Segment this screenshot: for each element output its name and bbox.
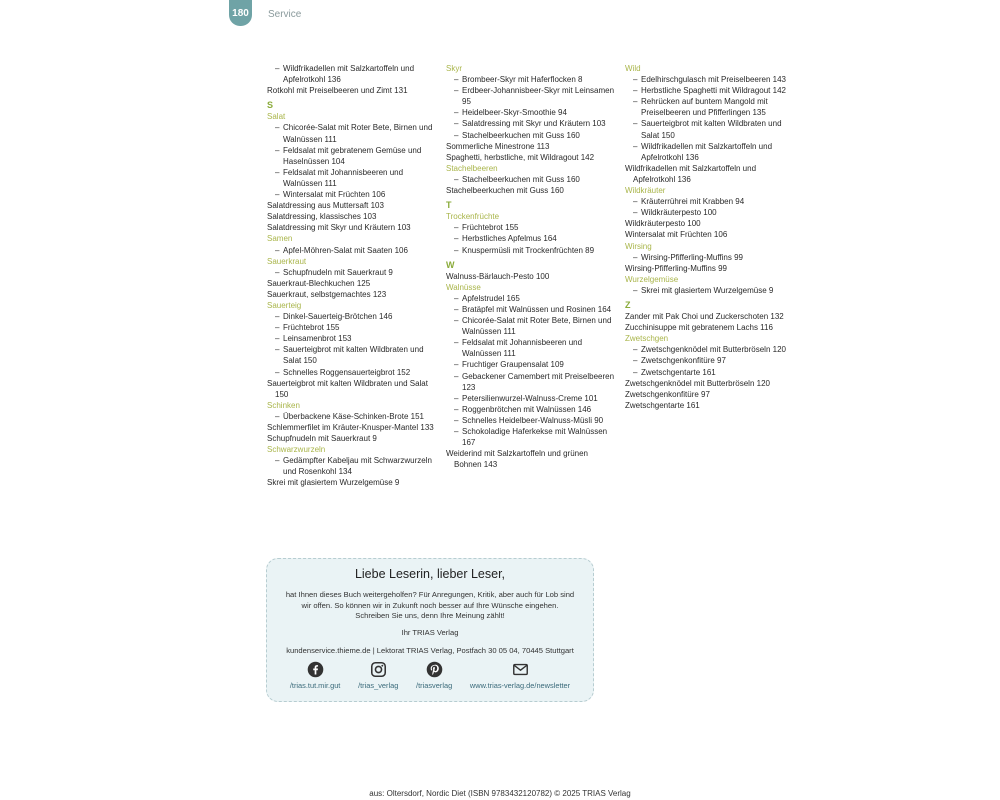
index-subentry (446, 233, 616, 244)
index-entry: Sauerteigbrot mit kalten Wildbraten und Salat 150 (267, 378, 428, 399)
dash-marker: – (633, 197, 638, 207)
index-subentry (267, 122, 437, 144)
index-subentry (625, 74, 795, 85)
index-group-heading: Wildkräuter (625, 186, 666, 196)
dash-marker: – (454, 404, 459, 414)
index-subentry-text: Schnelles Roggensauerteigbrot 152 (283, 367, 411, 377)
index-subentry (446, 315, 616, 337)
index-letter-heading: Z (625, 299, 631, 310)
dash-marker: – (454, 130, 459, 140)
instagram-handle: /trias_verlag (358, 680, 399, 690)
index-subentry (267, 333, 437, 344)
index-subentry-text: Feldsalat mit gebratenem Gemüse und Haselnüssen 104 (283, 145, 422, 166)
index-entry: Zwetschgenkonfitüre 97 (625, 389, 710, 399)
index-subentry-text: Früchtebrot 155 (462, 223, 519, 233)
index-group-heading: Schinken (267, 400, 300, 410)
index-subentry (446, 245, 616, 256)
index-subentry-text: Leinsamenbrot 153 (283, 334, 352, 344)
index-subentry (446, 337, 616, 359)
index-column-2 (446, 63, 616, 470)
instagram-link[interactable] (358, 661, 398, 690)
index-subentry (446, 426, 616, 448)
index-group-heading: Wild (625, 64, 641, 73)
dash-marker: – (633, 285, 638, 295)
index-subentry (446, 293, 616, 304)
index-subentry (625, 285, 795, 296)
index-group-heading: Salat (267, 112, 286, 122)
index-group-heading: Skyr (446, 64, 462, 73)
index-subentry-text: Rehrücken auf buntem Mangold mit Preiselbeeren und Pfifferlingen 135 (641, 97, 768, 118)
index-entry: Zwetschgenknödel mit Butterbröseln 120 (625, 378, 770, 388)
index-entry: Walnuss-Bärlauch-Pesto 100 (446, 271, 550, 281)
dash-marker: – (633, 119, 638, 129)
index-subentry (267, 63, 437, 85)
reader-feedback-box (266, 558, 594, 702)
dash-marker: – (454, 223, 459, 233)
dash-marker: – (633, 97, 638, 107)
index-subentry-text: Salatdressing mit Skyr und Kräutern 103 (462, 119, 606, 129)
index-group-heading: Stachelbeeren (446, 163, 498, 173)
dash-marker: – (275, 411, 280, 421)
index-group-heading: Samen (267, 234, 293, 244)
newsletter-url: www.trias-verlag.de/newsletter (469, 680, 571, 690)
dash-marker: – (275, 367, 280, 377)
index-subentry-text: Herbstliches Apfelmus 164 (462, 234, 557, 244)
dash-marker: – (454, 304, 459, 314)
dash-marker: – (633, 86, 638, 96)
index-entry: Sauerkraut-Blechkuchen 125 (267, 278, 371, 288)
index-subentry-text: Gedämpfter Kabeljau mit Schwarzwurzeln und Rosenkohl 134 (283, 456, 432, 477)
index-entry: Stachelbeerkuchen mit Guss 160 (446, 186, 564, 196)
index-subentry (446, 107, 616, 118)
index-subentry-text: Schokoladige Haferkekse mit Walnüssen 167 (462, 427, 608, 448)
index-subentry-text: Skrei mit glasiertem Wurzelgemüse 9 (641, 285, 774, 295)
dash-marker: – (454, 174, 459, 184)
dash-marker: – (275, 334, 280, 344)
pinterest-link[interactable] (416, 661, 452, 690)
dash-marker: – (454, 86, 459, 96)
source-footer: aus: Oltersdorf, Nordic Diet (ISBN 9783432120782) © 2025 TRIAS Verlag (369, 789, 631, 798)
dash-marker: – (454, 75, 459, 85)
index-entry: Spaghetti, herbstliche, mit Wildragout 142 (446, 152, 595, 162)
pinterest-handle: /triasverlag (416, 680, 453, 690)
index-letter-heading: W (446, 259, 455, 270)
index-entry: Schlemmerfilet im Kräuter-Knusper-Mantel 133 (267, 423, 434, 432)
index-subentry (446, 404, 616, 415)
dash-marker: – (454, 293, 459, 303)
index-subentry (446, 130, 616, 141)
dash-marker: – (633, 367, 638, 377)
dash-marker: – (454, 427, 459, 436)
index-entry: Zucchinisuppe mit gebratenem Lachs 116 (625, 323, 773, 333)
dash-marker: – (454, 234, 459, 244)
dash-marker: – (454, 119, 459, 129)
index-entry: Rotkohl mit Preiselbeeren und Zimt 131 (267, 86, 408, 96)
index-entry: Wintersalat mit Früchten 106 (625, 230, 728, 240)
index-subentry (446, 304, 616, 315)
index-entry: Wildfrikadellen mit Salzkartoffeln und Apfelrotkohl 136 (625, 163, 757, 184)
dash-marker: – (633, 141, 638, 151)
mail-icon (512, 661, 529, 678)
index-entry: Salatdressing mit Skyr und Kräutern 103 (267, 223, 411, 233)
index-subentry (267, 145, 437, 167)
index-letter-heading: S (267, 100, 274, 111)
index-subentry-text: Wintersalat mit Früchten 106 (283, 190, 386, 200)
index-subentry-text: Chicorée-Salat mit Roter Bete, Birnen und Walnüssen 111 (283, 123, 433, 144)
index-subentry-text: Apfel-Möhren-Salat mit Saaten 106 (283, 245, 408, 255)
newsletter-link[interactable] (470, 661, 570, 690)
index-subentry (267, 455, 437, 477)
page-number: 180 (232, 7, 249, 19)
index-entry: Zander mit Pak Choi und Zuckerschoten 132 (625, 312, 784, 322)
dash-marker: – (275, 245, 280, 255)
dash-marker: – (633, 208, 638, 218)
index-subentry (446, 74, 616, 85)
dash-marker: – (275, 323, 280, 333)
dash-marker: – (633, 356, 638, 366)
index-entry: Weiderind mit Salzkartoffeln und grünen Bohnen 143 (446, 449, 589, 470)
index-group-heading: Sauerkraut (267, 256, 307, 266)
index-subentry (625, 207, 795, 218)
index-column-1 (267, 63, 437, 489)
dash-marker: – (275, 123, 280, 133)
index-subentry-text: Dinkel-Sauerteig-Brötchen 146 (283, 312, 393, 322)
index-subentry-text: Roggenbrötchen mit Walnüssen 146 (462, 404, 592, 414)
instagram-icon (370, 661, 387, 678)
index-entry: Wirsing-Pfifferling-Muffins 99 (625, 263, 727, 273)
reader-box-address[interactable]: kundenservice.thieme.de | Lektorat TRIAS Verlag, Postfach 30 05 04, 70445 Stuttgart (286, 645, 574, 655)
index-subentry (625, 118, 795, 140)
reader-box-signature: Ihr TRIAS Verlag (401, 627, 459, 637)
facebook-handle: /trias.tut.mir.gut (289, 680, 341, 690)
index-subentry (625, 141, 795, 163)
index-subentry-text: Chicorée-Salat mit Roter Bete, Birnen und Walnüssen 111 (462, 316, 612, 337)
dash-marker: – (275, 267, 280, 277)
dash-marker: – (275, 145, 280, 155)
index-subentry (625, 85, 795, 96)
index-subentry (267, 189, 437, 200)
index-subentry-text: Fruchtiger Graupensalat 109 (462, 360, 564, 370)
dash-marker: – (633, 75, 638, 85)
index-subentry (625, 252, 795, 263)
facebook-icon (307, 661, 324, 678)
index-subentry (446, 174, 616, 185)
index-subentry (267, 367, 437, 378)
index-subentry-text: Heidelbeer-Skyr-Smoothie 94 (462, 108, 567, 118)
index-entry: Skrei mit glasiertem Wurzelgemüse 9 (267, 478, 400, 488)
index-subentry-text: Apfelstrudel 165 (462, 293, 520, 303)
index-subentry-text: Edelhirschgulasch mit Preiselbeeren 143 (641, 75, 786, 85)
index-entry: Salatdressing, klassisches 103 (267, 212, 377, 222)
index-subentry-text: Herbstliche Spaghetti mit Wildragout 142 (641, 86, 786, 96)
index-subentry (267, 322, 437, 333)
index-subentry-text: Stachelbeerkuchen mit Guss 160 (462, 130, 580, 140)
index-entry: Wildkräuterpesto 100 (625, 219, 701, 229)
index-subentry-text: Feldsalat mit Johannisbeeren und Walnüssen 111 (283, 167, 404, 188)
index-subentry (267, 267, 437, 278)
index-subentry-text: Brombeer-Skyr mit Haferflocken 8 (462, 75, 583, 85)
index-subentry-text: Schnelles Heidelbeer-Walnuss-Müsli 90 (462, 415, 604, 425)
index-subentry (625, 96, 795, 118)
dash-marker: – (454, 338, 459, 348)
dash-marker: – (275, 190, 280, 200)
index-subentry-text: Knuspermüsli mit Trockenfrüchten 89 (462, 245, 595, 255)
index-subentry-text: Zwetschgenkonfitüre 97 (641, 356, 726, 366)
index-subentry (446, 118, 616, 129)
dash-marker: – (633, 345, 638, 355)
index-group-heading: Wurzelgemüse (625, 274, 679, 284)
index-subentry (446, 415, 616, 426)
facebook-link[interactable] (290, 661, 341, 690)
index-group-heading: Trockenfrüchte (446, 212, 500, 222)
index-subentry (267, 311, 437, 322)
index-subentry (625, 367, 795, 378)
reader-box-title: Liebe Leserin, lieber Leser, (354, 567, 506, 581)
dash-marker: – (275, 64, 280, 73)
index-subentry (446, 371, 616, 393)
social-links (281, 661, 579, 690)
index-subentry-text: Wirsing-Pfifferling-Muffins 99 (641, 252, 743, 262)
index-group-heading: Wirsing (625, 241, 652, 251)
dash-marker: – (275, 345, 280, 355)
index-subentry-text: Bratäpfel mit Walnüssen und Rosinen 164 (462, 304, 612, 314)
index-group-heading: Zwetschgen (625, 334, 669, 344)
index-subentry-text: Sauerteigbrot mit kalten Wildbraten und Salat 150 (641, 119, 782, 140)
index-subentry-text: Schupfnudeln mit Sauerkraut 9 (283, 267, 393, 277)
index-subentry-text: Sauerteigbrot mit kalten Wildbraten und Salat 150 (283, 345, 424, 366)
dash-marker: – (454, 360, 459, 370)
index-subentry-text: Feldsalat mit Johannisbeeren und Walnüssen 111 (462, 338, 583, 359)
dash-marker: – (454, 393, 459, 403)
index-subentry-text: Zwetschgentarte 161 (641, 367, 716, 377)
index-subentry (446, 85, 616, 107)
dash-marker: – (454, 108, 459, 118)
dash-marker: – (275, 312, 280, 322)
index-subentry-text: Überbackene Käse-Schinken-Brote 151 (283, 411, 424, 421)
dash-marker: – (454, 371, 459, 381)
pinterest-icon (426, 661, 443, 678)
index-subentry-text: Früchtebrot 155 (283, 323, 340, 333)
index-subentry-text: Wildfrikadellen mit Salzkartoffeln und Apfelrotkohl 136 (641, 141, 773, 162)
dash-marker: – (633, 252, 638, 262)
dash-marker: – (454, 245, 459, 255)
index-entry: Sommerliche Minestrone 113 (446, 141, 550, 151)
reader-box-text: hat Ihnen dieses Buch weitergeholfen? Für Anregungen, Kritik, aber auch für Lob sind wir offen. So können wir in Zukunft noch besser auf Ihre Wünsche eingehen. Schreiben Sie uns, denn Ihre Meinung zählt! (285, 590, 575, 620)
index-subentry-text: Kräuterrührei mit Krabben 94 (641, 197, 745, 207)
section-title: Service (268, 9, 302, 20)
index-subentry-text: Zwetschgenknödel mit Butterbröseln 120 (641, 345, 786, 355)
index-subentry (267, 245, 437, 256)
index-subentry-text: Erdbeer-Johannisbeer-Skyr mit Leinsamen 95 (462, 86, 615, 107)
index-subentry (446, 393, 616, 404)
index-subentry (267, 167, 437, 189)
index-letter-heading: T (446, 200, 452, 211)
index-group-heading: Walnüsse (446, 282, 481, 292)
index-subentry (267, 411, 437, 422)
index-entry: Salatdressing aus Muttersaft 103 (267, 201, 384, 211)
index-subentry (446, 222, 616, 233)
dash-marker: – (275, 167, 280, 177)
index-subentry (446, 359, 616, 370)
index-subentry-text: Stachelbeerkuchen mit Guss 160 (462, 174, 580, 184)
index-entry: Zwetschgentarte 161 (625, 400, 700, 410)
index-entry: Schupfnudeln mit Sauerkraut 9 (267, 434, 377, 444)
index-subentry-text: Wildkräuterpesto 100 (641, 208, 717, 218)
index-group-heading: Schwarzwurzeln (267, 445, 326, 455)
page-number-badge (229, 0, 252, 26)
dash-marker: – (454, 415, 459, 425)
index-column-3 (625, 63, 795, 411)
index-subentry (625, 196, 795, 207)
index-subentry-text: Petersilienwurzel-Walnuss-Creme 101 (462, 393, 598, 403)
index-subentry (625, 355, 795, 366)
index-subentry (625, 344, 795, 355)
index-subentry (267, 344, 437, 366)
index-group-heading: Sauerteig (267, 300, 302, 310)
index-subentry-text: Gebackener Camembert mit Preiselbeeren 123 (462, 371, 615, 392)
index-subentry-text: Wildfrikadellen mit Salzkartoffeln und Apfelrotkohl 136 (283, 64, 415, 85)
index-entry: Sauerkraut, selbstgemachtes 123 (267, 289, 387, 299)
dash-marker: – (454, 316, 459, 326)
dash-marker: – (275, 456, 280, 466)
